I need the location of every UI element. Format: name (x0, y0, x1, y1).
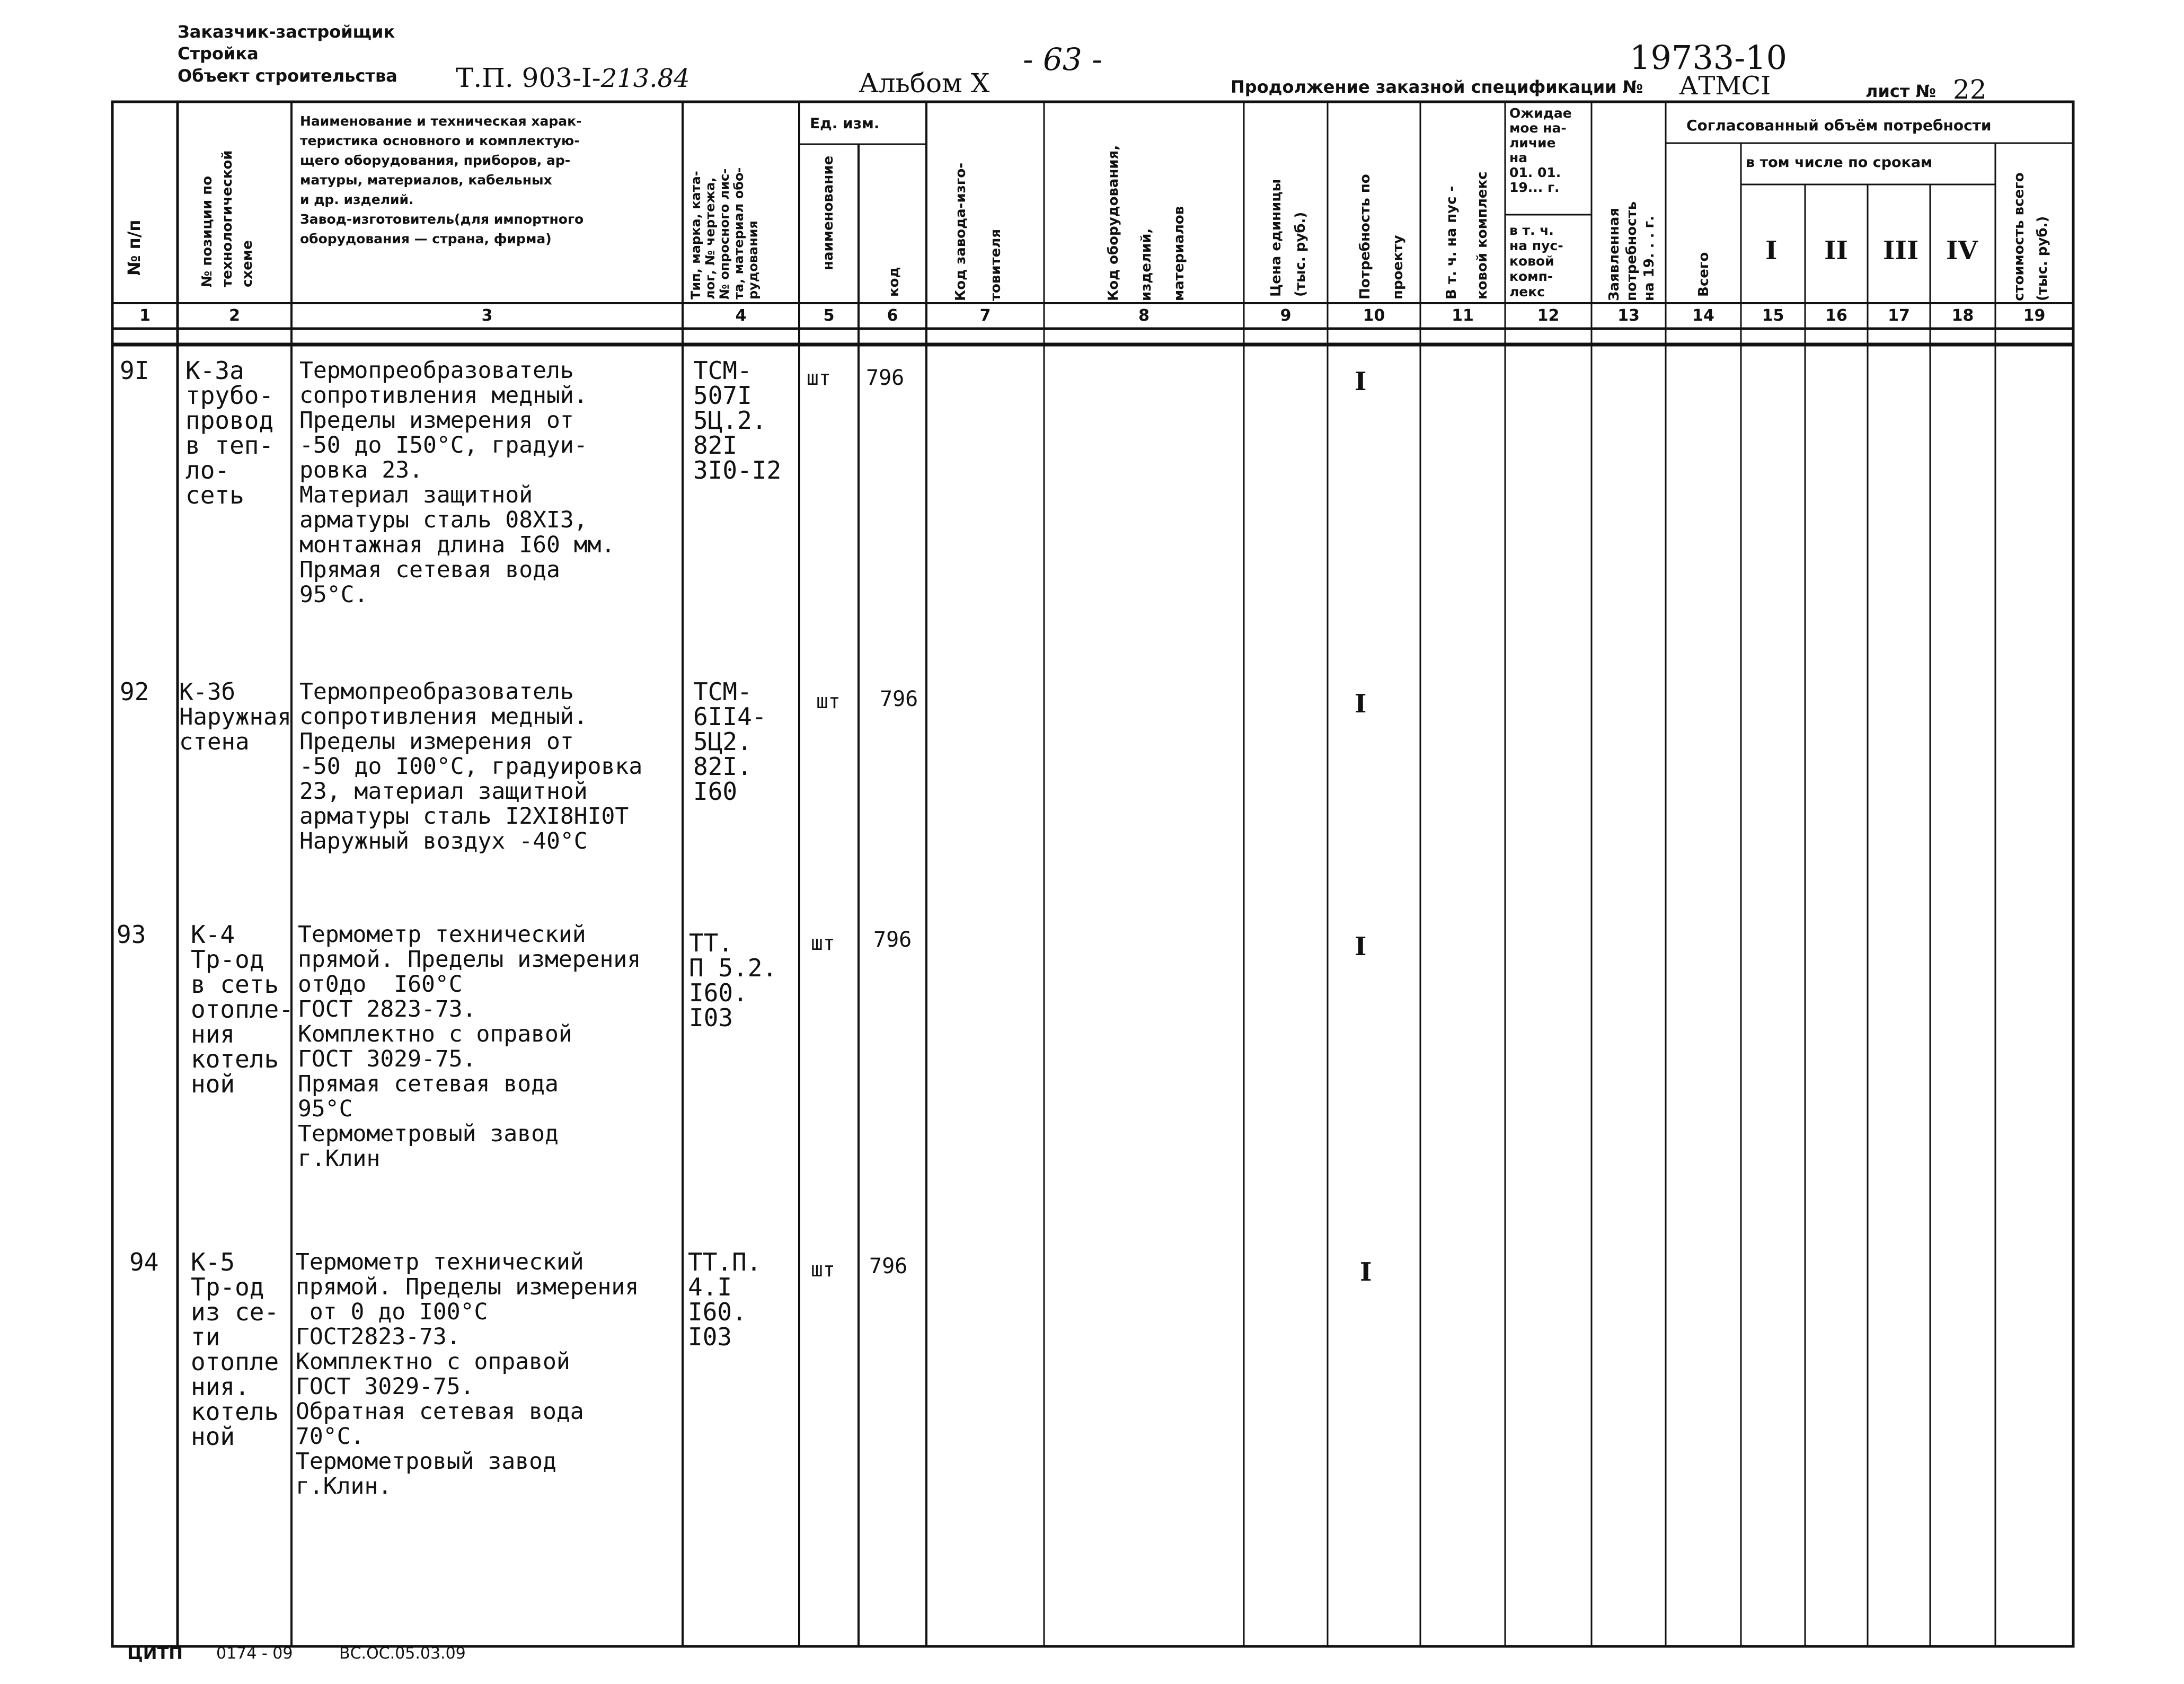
row-91-type: ТСМ- 507I 5Ц.2. 82I 3I0-I2 (693, 356, 782, 484)
row-93-unit: шт (811, 931, 835, 955)
col12-bottom-header: в т. ч. на пус- ковой комп- лекс (1509, 223, 1563, 299)
col-number-5: 5 (823, 306, 835, 325)
row-93-position: К-4 Тр-од в сеть отопле- ния котель ной (191, 920, 294, 1098)
col19-header: стоимость всего (тыс. руб.) (2011, 172, 2050, 301)
col5-header: наименование (820, 155, 836, 270)
sheet-label: лист № (1865, 81, 1937, 101)
col-number-12: 12 (1537, 306, 1560, 325)
row-93-need: I (1355, 932, 1367, 962)
row-91-code: 796 (866, 366, 905, 390)
row-94-need: I (1360, 1257, 1372, 1287)
site-label: Стройка (178, 43, 259, 64)
row-92-unit: шт (816, 690, 841, 713)
project-prefix: Т.П. 903-I- (456, 63, 601, 93)
col15-header: I (1765, 236, 1778, 266)
row-91-position: К-3а трубо- провод в теп- ло- сеть (185, 356, 274, 509)
row-91-description: Термопреобразователь сопротивления медный. Пределы измерения от -50 до I50°С, градуи- ровка 23. Материал защитной арматуры сталь 08ХI3, монтажная длина I60 мм. Прямая сетевая вода 95°С. (299, 357, 615, 608)
col-number-7: 7 (979, 306, 991, 325)
continuation-label: Продолжение заказной спецификации № (1231, 77, 1643, 97)
footer-order: 0174 - 09 (216, 1644, 293, 1663)
col14-header: Всего (1696, 252, 1712, 297)
album-label: Альбом X (859, 68, 990, 99)
row-92-number: 92 (120, 677, 149, 706)
col16-header: II (1824, 236, 1848, 266)
col8-header: Код оборудования, изделий, материалов (1106, 145, 1187, 301)
col12-top-header: Ожидае мое на- личие на 01. 01. 19... г. (1509, 105, 1572, 195)
project-number (456, 63, 690, 93)
row-94-code: 796 (869, 1254, 908, 1279)
col-number-13: 13 (1617, 306, 1640, 325)
col-number-1: 1 (139, 306, 151, 325)
col-number-19: 19 (2023, 306, 2046, 325)
sheet-number: 22 (1953, 74, 1987, 105)
agreed-group-header: Согласованный объём потребности (1686, 117, 1992, 134)
row-92-type: ТСМ- 6II4- 5Ц2. 82I. I60 (693, 677, 767, 806)
col11-header: В т. ч. на пус - ковой комплекс (1444, 171, 1490, 299)
footer-code: ВС.ОС.05.03.09 (339, 1644, 466, 1663)
col-number-8: 8 (1138, 306, 1150, 325)
col9-header: Цена единицы (тыс. руб.) (1268, 179, 1308, 297)
row-93-description: Термометр технический прямой. Пределы измерения от0до I60°С ГОСТ 2823-73. Комплектно с оправой ГОСТ 3029-75. Прямая сетевая вода 95°С Термометровый завод г.Клин (298, 921, 641, 1172)
col-number-18: 18 (1951, 306, 1974, 325)
row-94-position: К-5 Тр-од из се- ти отопле ния. котель ной (191, 1248, 279, 1451)
row-91-need: I (1355, 367, 1367, 396)
row-93-code: 796 (873, 928, 912, 952)
spec-code: АТМСI (1679, 71, 1771, 101)
unit-group-header: Ед. изм. (810, 114, 880, 132)
col-number-16: 16 (1825, 306, 1847, 325)
object-label: Объект строительства (178, 66, 397, 86)
row-93-type: ТТ. П 5.2. I60. I03 (689, 929, 777, 1032)
footer-org: ЦИТП (127, 1643, 183, 1663)
row-94-type: ТТ.П. 4.I I60. I03 (688, 1248, 762, 1351)
col4-header: Тип, марка, ката- лог, № чертежа, № опросного лис- та, материал обо- рудования (688, 167, 761, 299)
col17-header: III (1883, 236, 1919, 266)
col-number-9: 9 (1280, 306, 1292, 325)
col-number-3: 3 (481, 306, 493, 325)
row-91-unit: шт (807, 366, 831, 390)
terms-group-header: в том числе по срокам (1746, 154, 1933, 171)
col18-header: IV (1946, 236, 1978, 266)
col-number-4: 4 (735, 306, 747, 325)
row-94-number: 94 (129, 1248, 159, 1276)
col-number-6: 6 (887, 306, 898, 325)
row-92-need: I (1355, 689, 1367, 719)
col1-header: № п/п (124, 219, 144, 276)
col-number-17: 17 (1888, 306, 1910, 325)
col3-header: Наименование и техническая харак- теристика основного и комплектую- щего оборудования, приборов, ар- матуры, материалов, кабельных и др. изделий. Завод-изготовитель(для импортного оборудования — страна, фирма) (300, 113, 584, 246)
col7-header: Код завода-изго- товителя (953, 162, 1004, 301)
row-93-number: 93 (117, 920, 146, 949)
col2-header: № позиции по технологической схеме (199, 150, 255, 287)
row-94-unit: шт (811, 1258, 835, 1281)
col-number-2: 2 (229, 306, 240, 325)
col10-header: Потребность по проекту (1357, 174, 1406, 299)
project-handwritten: 213.84 (600, 64, 690, 93)
row-94-description: Термометр технический прямой. Пределы измерения от 0 до I00°С ГОСТ2823-73. Комплектно с оправой ГОСТ 3029-75. Обратная сетевая вода 70°С. Термометровый завод г.Клин. (296, 1249, 639, 1500)
col-number-15: 15 (1762, 306, 1784, 325)
row-92-description: Термопреобразователь сопротивления медный. Пределы измерения от -50 до I00°С, градуировка 23, материал защитной арматуры сталь I2ХI8НI0Т Наружный воздух -40°С (299, 678, 643, 854)
customer-label: Заказчик-застройщик (178, 22, 395, 42)
document-number: 19733-10 (1630, 38, 1788, 77)
row-91-number: 9I (120, 356, 149, 385)
col6-header: код (886, 267, 902, 297)
col13-header: Заявленная потребность на 19. . . г. (1606, 201, 1657, 301)
row-92-code: 796 (880, 687, 918, 711)
page-number: - 63 - (1023, 41, 1102, 77)
row-92-position: К-3б Наружная стена (179, 678, 291, 755)
col-number-11: 11 (1452, 306, 1474, 325)
col-number-14: 14 (1692, 306, 1714, 325)
col-number-10: 10 (1363, 306, 1385, 325)
